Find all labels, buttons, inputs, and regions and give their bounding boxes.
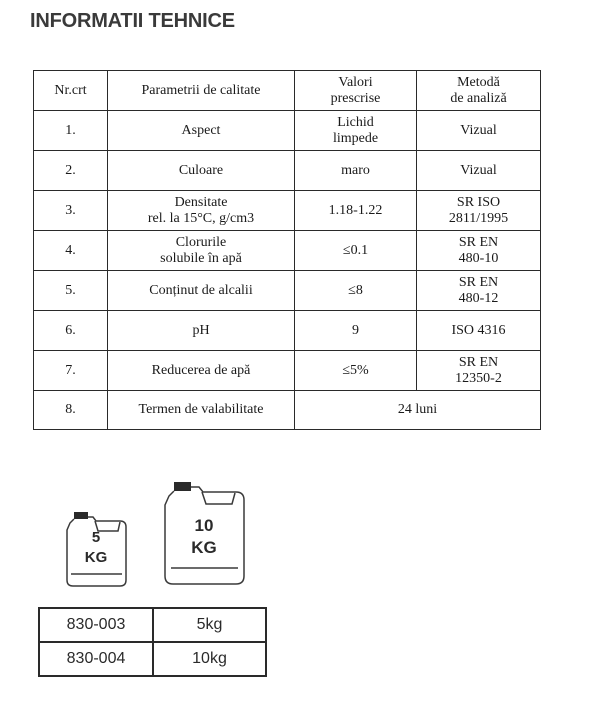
product-size: 10kg	[153, 642, 266, 676]
row-method: Vizual	[417, 151, 541, 191]
row-method: SR EN 480-12	[417, 271, 541, 311]
table-row	[39, 642, 266, 676]
row-parameter: Termen de valabilitate	[108, 391, 295, 430]
row-nr: 1.	[34, 111, 108, 151]
row-parameter: Densitate rel. la 15°C, g/cm3	[108, 191, 295, 231]
row-nr: 5.	[34, 271, 108, 311]
row-method: SR EN 480-10	[417, 231, 541, 271]
row-value: ≤0.1	[295, 231, 417, 271]
row-value: 24 luni	[295, 391, 541, 430]
row-nr: 2.	[34, 151, 108, 191]
header-method: Metodă de analiză	[417, 71, 541, 111]
table-row	[34, 391, 541, 430]
product-codes-table	[38, 607, 267, 677]
row-parameter: Aspect	[108, 111, 295, 151]
table-row	[34, 351, 541, 391]
row-nr: 7.	[34, 351, 108, 391]
product-size: 5kg	[153, 608, 266, 642]
header-parameter: Parametrii de calitate	[108, 71, 295, 111]
row-nr: 3.	[34, 191, 108, 231]
row-parameter: Conținut de alcalii	[108, 271, 295, 311]
table-row	[39, 608, 266, 642]
row-nr: 6.	[34, 311, 108, 351]
table-row	[34, 151, 541, 191]
row-value: ≤5%	[295, 351, 417, 391]
technical-info-table	[33, 70, 541, 430]
row-value: ≤8	[295, 271, 417, 311]
row-value: 1.18-1.22	[295, 191, 417, 231]
row-value: maro	[295, 151, 417, 191]
header-value: Valori prescrise	[295, 71, 417, 111]
table-row	[34, 231, 541, 271]
row-method: Vizual	[417, 111, 541, 151]
row-value: 9	[295, 311, 417, 351]
row-method: SR EN 12350-2	[417, 351, 541, 391]
row-parameter: Culoare	[108, 151, 295, 191]
row-method: SR ISO 2811/1995	[417, 191, 541, 231]
header-nr: Nr.crt	[34, 71, 108, 111]
table-row	[34, 311, 541, 351]
row-nr: 8.	[34, 391, 108, 430]
large-can-label: 10 KG	[191, 516, 217, 557]
row-method: ISO 4316	[417, 311, 541, 351]
product-code: 830-004	[39, 642, 153, 676]
table-row	[34, 271, 541, 311]
table-row	[34, 111, 541, 151]
page-title: INFORMATII TEHNICE	[30, 10, 235, 32]
row-value: Lichid limpede	[295, 111, 417, 151]
row-parameter: pH	[108, 311, 295, 351]
small-can-label: 5 KG	[84, 529, 108, 566]
product-code: 830-003	[39, 608, 153, 642]
row-nr: 4.	[34, 231, 108, 271]
row-parameter: Clorurile solubile în apă	[108, 231, 295, 271]
row-parameter: Reducerea de apă	[108, 351, 295, 391]
table-row	[34, 191, 541, 231]
table-header-row	[34, 71, 541, 111]
